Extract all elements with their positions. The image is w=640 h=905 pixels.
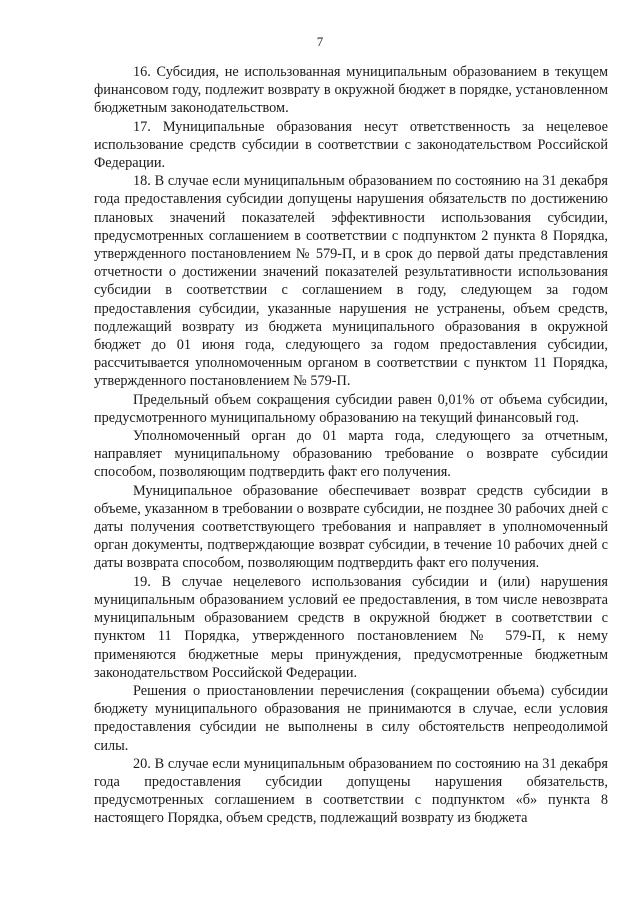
- paragraph-18-limit: Предельный объем сокращения субсидии равен 0,01% от объема субсидии, предусмотренного муниципальному образованию на текущий финансовый год.: [94, 391, 608, 426]
- paragraph-18-requirement: Уполномоченный орган до 01 марта года, следующего за отчетным, направляет муниципальному образованию требование о возврате субсидии способом, позволяющим подтвердить факт его получения.: [94, 428, 608, 481]
- document-body: [94, 63, 608, 828]
- paragraph-19: 19. В случае нецелевого использования субсидии и (или) нарушения муниципальным образованием условий ее предоставления, в том числе невозврата муниципальным образованием средств в окружной бюджет в соответствии с пунктом 11 Порядка, утвержденного постановлением № 579-П, к нему применяются бюджетные меры принуждения, предусмотренные бюджетным законодательством Российской Федерации.: [94, 573, 608, 681]
- paragraph-18-return: Муниципальное образование обеспечивает возврат средств субсидии в объеме, указанном в требовании о возврате субсидии, не позднее 30 рабочих дней с даты получения соответствующего требования и направляет в уполномоченный орган документы, подтверждающие возврат субсидии, в течение 10 рабочих дней с даты возврата способом, позволяющим подтвердить факт его получения.: [94, 482, 608, 572]
- paragraph-16: 16. Субсидия, не использованная муниципальным образованием в текущем финансовом году, подлежит возврату в окружной бюджет в порядке, установленном бюджетным законодательством.: [94, 64, 608, 117]
- paragraph-18: 18. В случае если муниципальным образованием по состоянию на 31 декабря года предоставления субсидии допущены нарушения обязательств по достижению плановых значений показателей эффективности использования субсидии, предусмотренных соглашением в соответствии с подпунктом 2 пункта 8 Порядка, утвержденного постановлением № 579-П, и в срок до первой даты представления отчетности о достижении значений показателей результативности использования субсидии в соответствии с соглашением в году, следующем за годом предоставления субсидии, указанные нарушения не устранены, объем средств, подлежащий возврату из бюджета муниципального образования в окружной бюджет до 01 июня года, следующего за годом предоставления субсидии, рассчитывается уполномоченным органом в соответствии с пунктом 11 Порядка, утвержденного постановлением № 579-П.: [94, 173, 608, 390]
- paragraph-19-decisions: Решения о приостановлении перечисления (сокращении объема) субсидии бюджету муниципального образования не принимаются в случае, если условия предоставления субсидии не выполнены в силу обстоятельств непреодолимой силы.: [94, 682, 608, 754]
- paragraph-20: 20. В случае если муниципальным образованием по состоянию на 31 декабря года предоставления субсидии допущены нарушения обязательств, предусмотренных соглашением в соответствии с подпунктом «б» пункта 8 настоящего Порядка, объем средств, подлежащий возврату из бюджета: [94, 755, 608, 827]
- page-number: 7: [316, 34, 324, 49]
- paragraph-17: 17. Муниципальные образования несут ответственность за нецелевое использование средств субсидии в соответствии с законодательством Российской Федерации.: [94, 118, 608, 172]
